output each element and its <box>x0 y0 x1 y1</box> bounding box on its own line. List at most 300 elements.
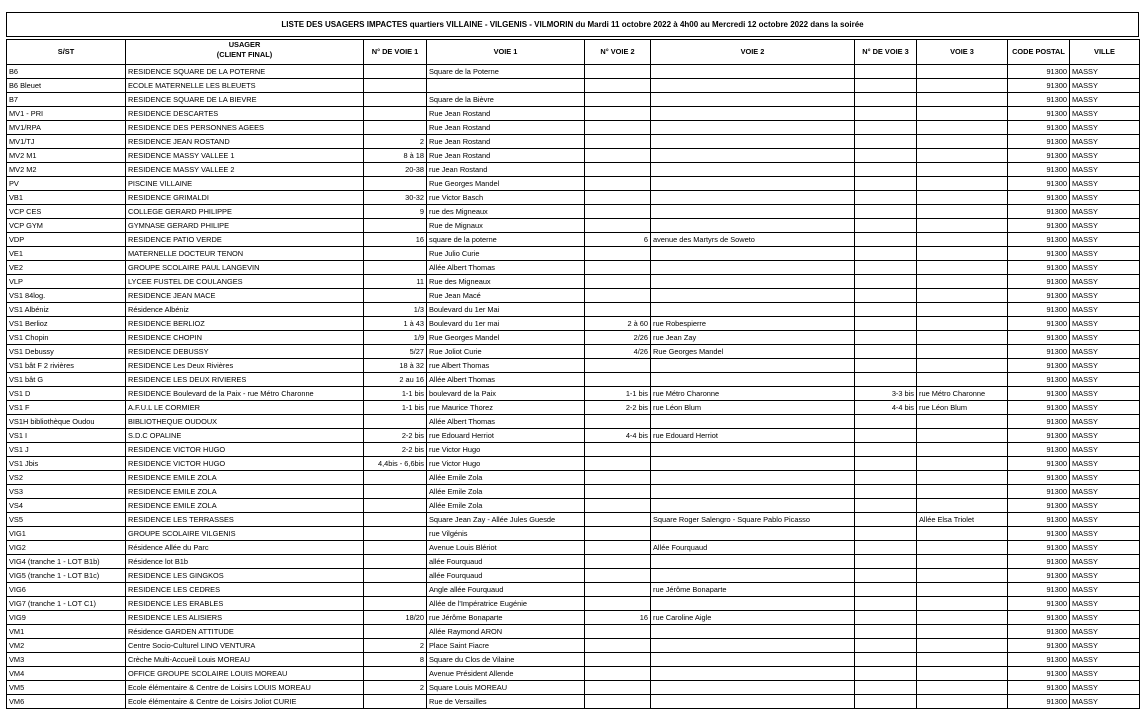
cell-num-voie-1 <box>364 597 427 611</box>
cell-ville: MASSY <box>1070 415 1140 429</box>
cell-sst: B7 <box>7 93 126 107</box>
header-voie-3: VOIE 3 <box>917 40 1008 65</box>
cell-voie-1: Rue Jean Rostand <box>427 135 585 149</box>
cell-usager: BIBLIOTHEQUE OUDOUX <box>126 415 364 429</box>
cell-num-voie-2 <box>585 219 651 233</box>
table-row <box>7 317 1140 331</box>
cell-voie-3 <box>917 121 1008 135</box>
table-row <box>7 681 1140 695</box>
cell-num-voie-2: 16 <box>585 611 651 625</box>
cell-num-voie-3 <box>855 65 917 79</box>
cell-sst: VS1 I <box>7 429 126 443</box>
cell-voie-3 <box>917 625 1008 639</box>
cell-sst: MV2 M2 <box>7 163 126 177</box>
cell-voie-1: Allée Emile Zola <box>427 485 585 499</box>
cell-num-voie-1: 8 à 18 <box>364 149 427 163</box>
cell-voie-2 <box>651 555 855 569</box>
cell-ville: MASSY <box>1070 569 1140 583</box>
cell-voie-1 <box>427 79 585 93</box>
cell-num-voie-3 <box>855 681 917 695</box>
cell-voie-1: rue Jean Rostand <box>427 163 585 177</box>
cell-voie-2: Allée Fourquaud <box>651 541 855 555</box>
cell-sst: VS1 Debussy <box>7 345 126 359</box>
cell-sst: VM1 <box>7 625 126 639</box>
cell-voie-2 <box>651 191 855 205</box>
cell-sst: VM2 <box>7 639 126 653</box>
cell-usager: RESIDENCE VICTOR HUGO <box>126 457 364 471</box>
cell-num-voie-2 <box>585 527 651 541</box>
cell-num-voie-3 <box>855 597 917 611</box>
cell-ville: MASSY <box>1070 499 1140 513</box>
cell-num-voie-3 <box>855 639 917 653</box>
cell-ville: MASSY <box>1070 205 1140 219</box>
cell-num-voie-1 <box>364 499 427 513</box>
cell-voie-1: Boulevard du 1er Mai <box>427 303 585 317</box>
cell-sst: VIG9 <box>7 611 126 625</box>
cell-num-voie-3 <box>855 219 917 233</box>
cell-num-voie-2 <box>585 457 651 471</box>
cell-code-postal: 91300 <box>1008 135 1070 149</box>
cell-num-voie-1: 1/3 <box>364 303 427 317</box>
cell-voie-1: Rue Jean Macé <box>427 289 585 303</box>
cell-code-postal: 91300 <box>1008 625 1070 639</box>
cell-sst: VM3 <box>7 653 126 667</box>
cell-num-voie-1: 2-2 bis <box>364 443 427 457</box>
cell-num-voie-2 <box>585 471 651 485</box>
cell-num-voie-1: 2 <box>364 681 427 695</box>
cell-voie-3 <box>917 289 1008 303</box>
cell-voie-1: Rue Jean Rostand <box>427 107 585 121</box>
cell-num-voie-1: 8 <box>364 653 427 667</box>
cell-usager: RESIDENCE SQUARE DE LA BIEVRE <box>126 93 364 107</box>
cell-code-postal: 91300 <box>1008 485 1070 499</box>
cell-code-postal: 91300 <box>1008 65 1070 79</box>
cell-voie-3: rue Métro Charonne <box>917 387 1008 401</box>
cell-voie-2 <box>651 303 855 317</box>
table-row <box>7 653 1140 667</box>
cell-usager: RESIDENCE CHOPIN <box>126 331 364 345</box>
cell-ville: MASSY <box>1070 107 1140 121</box>
header-num-voie-1: N° DE VOIE 1 <box>364 40 427 65</box>
cell-num-voie-3 <box>855 415 917 429</box>
cell-num-voie-1 <box>364 527 427 541</box>
cell-voie-3 <box>917 541 1008 555</box>
cell-code-postal: 91300 <box>1008 233 1070 247</box>
cell-num-voie-2: 4-4 bis <box>585 429 651 443</box>
cell-num-voie-2 <box>585 443 651 457</box>
cell-ville: MASSY <box>1070 527 1140 541</box>
cell-sst: VS1 Berlioz <box>7 317 126 331</box>
cell-voie-1: Avenue Louis Blériot <box>427 541 585 555</box>
cell-code-postal: 91300 <box>1008 191 1070 205</box>
cell-voie-1: Allée Albert Thomas <box>427 415 585 429</box>
cell-num-voie-2 <box>585 653 651 667</box>
cell-usager: COLLEGE GERARD PHILIPPE <box>126 205 364 219</box>
cell-ville: MASSY <box>1070 289 1140 303</box>
cell-num-voie-1: 18/20 <box>364 611 427 625</box>
table-row <box>7 611 1140 625</box>
table-row <box>7 513 1140 527</box>
cell-voie-2: rue Caroline Aigle <box>651 611 855 625</box>
cell-voie-2 <box>651 653 855 667</box>
cell-num-voie-3 <box>855 541 917 555</box>
cell-ville: MASSY <box>1070 429 1140 443</box>
cell-num-voie-3 <box>855 513 917 527</box>
cell-voie-3 <box>917 485 1008 499</box>
cell-voie-1: Place Saint Fiacre <box>427 639 585 653</box>
cell-voie-3 <box>917 583 1008 597</box>
users-table <box>6 39 1140 709</box>
cell-num-voie-2 <box>585 569 651 583</box>
cell-num-voie-2 <box>585 415 651 429</box>
cell-sst: VCP GYM <box>7 219 126 233</box>
cell-voie-1: Allée Emile Zola <box>427 499 585 513</box>
cell-usager: RESIDENCE BERLIOZ <box>126 317 364 331</box>
cell-ville: MASSY <box>1070 275 1140 289</box>
cell-num-voie-2 <box>585 485 651 499</box>
cell-voie-1: Allée Albert Thomas <box>427 373 585 387</box>
cell-ville: MASSY <box>1070 121 1140 135</box>
cell-num-voie-3 <box>855 443 917 457</box>
cell-num-voie-1: 1-1 bis <box>364 401 427 415</box>
table-row <box>7 597 1140 611</box>
cell-ville: MASSY <box>1070 149 1140 163</box>
cell-voie-1: rue Victor Hugo <box>427 443 585 457</box>
cell-code-postal: 91300 <box>1008 79 1070 93</box>
cell-voie-1: Square Jean Zay - Allée Jules Guesde <box>427 513 585 527</box>
cell-usager: RESIDENCE LES DEUX RIVIERES <box>126 373 364 387</box>
cell-ville: MASSY <box>1070 513 1140 527</box>
cell-usager: RESIDENCE DESCARTES <box>126 107 364 121</box>
cell-num-voie-1 <box>364 93 427 107</box>
cell-usager: RESIDENCE Boulevard de la Paix - rue Métro Charonne <box>126 387 364 401</box>
cell-voie-1: Square de la Bièvre <box>427 93 585 107</box>
cell-code-postal: 91300 <box>1008 163 1070 177</box>
cell-voie-2: avenue des Martyrs de Soweto <box>651 233 855 247</box>
sheet-title: LISTE DES USAGERS IMPACTES quartiers VILLAINE - VILGENIS - VILMORIN du Mardi 11 octobre 2022 à 4h00 au Mercredi 12 octobre 2022 dans la soirée <box>6 12 1139 37</box>
cell-sst: VS2 <box>7 471 126 485</box>
cell-usager: RESIDENCE JEAN ROSTAND <box>126 135 364 149</box>
table-row <box>7 247 1140 261</box>
cell-voie-2 <box>651 219 855 233</box>
cell-code-postal: 91300 <box>1008 681 1070 695</box>
cell-voie-2 <box>651 359 855 373</box>
cell-num-voie-3 <box>855 317 917 331</box>
cell-voie-3 <box>917 415 1008 429</box>
cell-ville: MASSY <box>1070 597 1140 611</box>
cell-sst: VDP <box>7 233 126 247</box>
cell-num-voie-3 <box>855 107 917 121</box>
cell-code-postal: 91300 <box>1008 527 1070 541</box>
cell-usager: RESIDENCE GRIMALDI <box>126 191 364 205</box>
cell-ville: MASSY <box>1070 317 1140 331</box>
cell-usager: RESIDENCE LES GINGKOS <box>126 569 364 583</box>
cell-voie-2 <box>651 499 855 513</box>
cell-num-voie-2 <box>585 121 651 135</box>
cell-code-postal: 91300 <box>1008 303 1070 317</box>
cell-num-voie-2 <box>585 163 651 177</box>
cell-voie-2 <box>651 471 855 485</box>
table-row <box>7 275 1140 289</box>
cell-usager: RESIDENCE LES ERABLES <box>126 597 364 611</box>
cell-num-voie-2: 2 à 60 <box>585 317 651 331</box>
cell-sst: VIG2 <box>7 541 126 555</box>
cell-voie-2 <box>651 65 855 79</box>
table-row <box>7 625 1140 639</box>
cell-voie-1: square de la poterne <box>427 233 585 247</box>
header-num-voie-3: N° DE VOIE 3 <box>855 40 917 65</box>
cell-ville: MASSY <box>1070 331 1140 345</box>
cell-voie-1: allée Fourquaud <box>427 569 585 583</box>
cell-ville: MASSY <box>1070 79 1140 93</box>
cell-voie-1: Rue Julio Curie <box>427 247 585 261</box>
cell-usager: RESIDENCE PATIO VERDE <box>126 233 364 247</box>
cell-sst: VS1 F <box>7 401 126 415</box>
cell-voie-3: rue Léon Blum <box>917 401 1008 415</box>
table-row <box>7 65 1140 79</box>
cell-num-voie-2: 1-1 bis <box>585 387 651 401</box>
cell-code-postal: 91300 <box>1008 93 1070 107</box>
cell-voie-1: boulevard de la Paix <box>427 387 585 401</box>
cell-voie-2 <box>651 177 855 191</box>
table-row <box>7 135 1140 149</box>
cell-voie-2 <box>651 667 855 681</box>
cell-num-voie-1 <box>364 513 427 527</box>
cell-num-voie-2 <box>585 65 651 79</box>
cell-num-voie-1 <box>364 289 427 303</box>
cell-usager: GROUPE SCOLAIRE PAUL LANGEVIN <box>126 261 364 275</box>
cell-sst: VS1 bât G <box>7 373 126 387</box>
cell-ville: MASSY <box>1070 359 1140 373</box>
cell-voie-2: rue Léon Blum <box>651 401 855 415</box>
cell-voie-3 <box>917 135 1008 149</box>
cell-sst: VE1 <box>7 247 126 261</box>
cell-num-voie-1: 2 au 16 <box>364 373 427 387</box>
cell-voie-1: rue Victor Basch <box>427 191 585 205</box>
cell-sst: B6 Bleuet <box>7 79 126 93</box>
header-usager-line2: (CLIENT FINAL) <box>216 50 273 59</box>
cell-voie-2 <box>651 289 855 303</box>
cell-num-voie-1 <box>364 107 427 121</box>
cell-code-postal: 91300 <box>1008 345 1070 359</box>
cell-ville: MASSY <box>1070 541 1140 555</box>
cell-sst: VE2 <box>7 261 126 275</box>
cell-ville: MASSY <box>1070 219 1140 233</box>
table-row <box>7 219 1140 233</box>
cell-ville: MASSY <box>1070 681 1140 695</box>
cell-code-postal: 91300 <box>1008 373 1070 387</box>
table-row <box>7 527 1140 541</box>
header-row <box>7 40 1140 65</box>
cell-voie-3 <box>917 93 1008 107</box>
cell-num-voie-3 <box>855 555 917 569</box>
cell-num-voie-3 <box>855 569 917 583</box>
cell-sst: VS5 <box>7 513 126 527</box>
table-row <box>7 121 1140 135</box>
cell-sst: VS1 Albéniz <box>7 303 126 317</box>
cell-voie-3 <box>917 219 1008 233</box>
cell-num-voie-3 <box>855 191 917 205</box>
table-row <box>7 457 1140 471</box>
cell-num-voie-1 <box>364 569 427 583</box>
cell-ville: MASSY <box>1070 65 1140 79</box>
cell-num-voie-3 <box>855 499 917 513</box>
cell-code-postal: 91300 <box>1008 541 1070 555</box>
cell-usager: OFFICE GROUPE SCOLAIRE LOUIS MOREAU <box>126 667 364 681</box>
cell-sst: VIG5 (tranche 1 - LOT B1c) <box>7 569 126 583</box>
cell-num-voie-1 <box>364 79 427 93</box>
cell-num-voie-1 <box>364 415 427 429</box>
cell-num-voie-2 <box>585 149 651 163</box>
cell-num-voie-3 <box>855 653 917 667</box>
cell-sst: VM6 <box>7 695 126 709</box>
cell-voie-3: Allée Elsa Triolet <box>917 513 1008 527</box>
table-row <box>7 205 1140 219</box>
cell-num-voie-1 <box>364 625 427 639</box>
table-row <box>7 555 1140 569</box>
cell-num-voie-3 <box>855 149 917 163</box>
cell-voie-2: Square Roger Salengro - Square Pablo Picasso <box>651 513 855 527</box>
cell-num-voie-2: 6 <box>585 233 651 247</box>
cell-code-postal: 91300 <box>1008 611 1070 625</box>
cell-num-voie-2 <box>585 499 651 513</box>
cell-num-voie-1: 1 à 43 <box>364 317 427 331</box>
cell-voie-2 <box>651 373 855 387</box>
cell-num-voie-3 <box>855 205 917 219</box>
cell-voie-1: Square Louis MOREAU <box>427 681 585 695</box>
table-row <box>7 163 1140 177</box>
cell-code-postal: 91300 <box>1008 289 1070 303</box>
cell-num-voie-2 <box>585 289 651 303</box>
cell-voie-3 <box>917 695 1008 709</box>
cell-num-voie-3 <box>855 275 917 289</box>
header-voie-2: VOIE 2 <box>651 40 855 65</box>
cell-num-voie-3 <box>855 373 917 387</box>
cell-num-voie-1 <box>364 219 427 233</box>
cell-num-voie-3 <box>855 667 917 681</box>
cell-code-postal: 91300 <box>1008 331 1070 345</box>
cell-ville: MASSY <box>1070 373 1140 387</box>
cell-num-voie-2 <box>585 191 651 205</box>
cell-num-voie-2 <box>585 555 651 569</box>
cell-usager: Ecole élémentaire & Centre de Loisirs Joliot CURIE <box>126 695 364 709</box>
cell-voie-1: Rue de Mignaux <box>427 219 585 233</box>
cell-usager: GROUPE SCOLAIRE VILGENIS <box>126 527 364 541</box>
cell-num-voie-2 <box>585 597 651 611</box>
cell-voie-3 <box>917 359 1008 373</box>
cell-code-postal: 91300 <box>1008 597 1070 611</box>
cell-voie-1: rue Vilgénis <box>427 527 585 541</box>
cell-num-voie-3 <box>855 429 917 443</box>
cell-num-voie-2 <box>585 107 651 121</box>
cell-ville: MASSY <box>1070 653 1140 667</box>
cell-voie-1: Allée Albert Thomas <box>427 261 585 275</box>
cell-ville: MASSY <box>1070 611 1140 625</box>
cell-voie-3 <box>917 597 1008 611</box>
cell-num-voie-3 <box>855 485 917 499</box>
cell-voie-2 <box>651 415 855 429</box>
cell-ville: MASSY <box>1070 695 1140 709</box>
cell-usager: RESIDENCE EMILE ZOLA <box>126 485 364 499</box>
cell-voie-3 <box>917 275 1008 289</box>
cell-voie-3 <box>917 345 1008 359</box>
cell-voie-2 <box>651 681 855 695</box>
cell-num-voie-2 <box>585 695 651 709</box>
cell-voie-3 <box>917 233 1008 247</box>
cell-num-voie-3: 3-3 bis <box>855 387 917 401</box>
cell-sst: VCP CES <box>7 205 126 219</box>
cell-num-voie-3 <box>855 289 917 303</box>
cell-num-voie-3 <box>855 471 917 485</box>
cell-voie-3 <box>917 247 1008 261</box>
cell-usager: LYCEE FUSTEL DE COULANGES <box>126 275 364 289</box>
cell-code-postal: 91300 <box>1008 695 1070 709</box>
cell-code-postal: 91300 <box>1008 275 1070 289</box>
cell-num-voie-1 <box>364 65 427 79</box>
cell-sst: VM5 <box>7 681 126 695</box>
cell-usager: PISCINE VILLAINE <box>126 177 364 191</box>
cell-ville: MASSY <box>1070 583 1140 597</box>
cell-sst: VIG6 <box>7 583 126 597</box>
cell-voie-1: rue Jérôme Bonaparte <box>427 611 585 625</box>
cell-voie-1: rue Albert Thomas <box>427 359 585 373</box>
cell-voie-2 <box>651 135 855 149</box>
cell-sst: VIG7 (tranche 1 - LOT C1) <box>7 597 126 611</box>
table-row <box>7 233 1140 247</box>
header-code-postal: CODE POSTAL <box>1008 40 1070 65</box>
cell-usager: RESIDENCE SQUARE DE LA POTERNE <box>126 65 364 79</box>
table-row <box>7 387 1140 401</box>
cell-ville: MASSY <box>1070 135 1140 149</box>
cell-num-voie-1 <box>364 261 427 275</box>
cell-num-voie-3 <box>855 177 917 191</box>
cell-voie-2 <box>651 261 855 275</box>
cell-voie-3 <box>917 471 1008 485</box>
cell-num-voie-1 <box>364 541 427 555</box>
cell-num-voie-1: 1-1 bis <box>364 387 427 401</box>
cell-sst: VS1 84log. <box>7 289 126 303</box>
cell-usager: A.F.U.L LE CORMIER <box>126 401 364 415</box>
cell-num-voie-1 <box>364 583 427 597</box>
cell-voie-1: Square de la Poterne <box>427 65 585 79</box>
table-row <box>7 191 1140 205</box>
cell-voie-2 <box>651 457 855 471</box>
cell-voie-3 <box>917 205 1008 219</box>
cell-num-voie-2: 2-2 bis <box>585 401 651 415</box>
cell-code-postal: 91300 <box>1008 121 1070 135</box>
cell-sst: VS1H bibliothèque Oudou <box>7 415 126 429</box>
cell-usager: Centre Socio-Culturel LINO VENTURA <box>126 639 364 653</box>
cell-num-voie-1 <box>364 247 427 261</box>
cell-voie-3 <box>917 261 1008 275</box>
cell-voie-2 <box>651 597 855 611</box>
cell-voie-3 <box>917 373 1008 387</box>
cell-num-voie-3 <box>855 135 917 149</box>
cell-sst: VS1 D <box>7 387 126 401</box>
cell-voie-3 <box>917 163 1008 177</box>
cell-voie-2: Rue Georges Mandel <box>651 345 855 359</box>
cell-voie-3 <box>917 303 1008 317</box>
cell-ville: MASSY <box>1070 457 1140 471</box>
cell-sst: VIG4 (tranche 1 - LOT B1b) <box>7 555 126 569</box>
cell-usager: Résidence GARDEN ATTITUDE <box>126 625 364 639</box>
cell-ville: MASSY <box>1070 247 1140 261</box>
cell-voie-3 <box>917 457 1008 471</box>
cell-num-voie-1: 2 <box>364 639 427 653</box>
cell-voie-2 <box>651 485 855 499</box>
cell-num-voie-1: 11 <box>364 275 427 289</box>
cell-ville: MASSY <box>1070 401 1140 415</box>
